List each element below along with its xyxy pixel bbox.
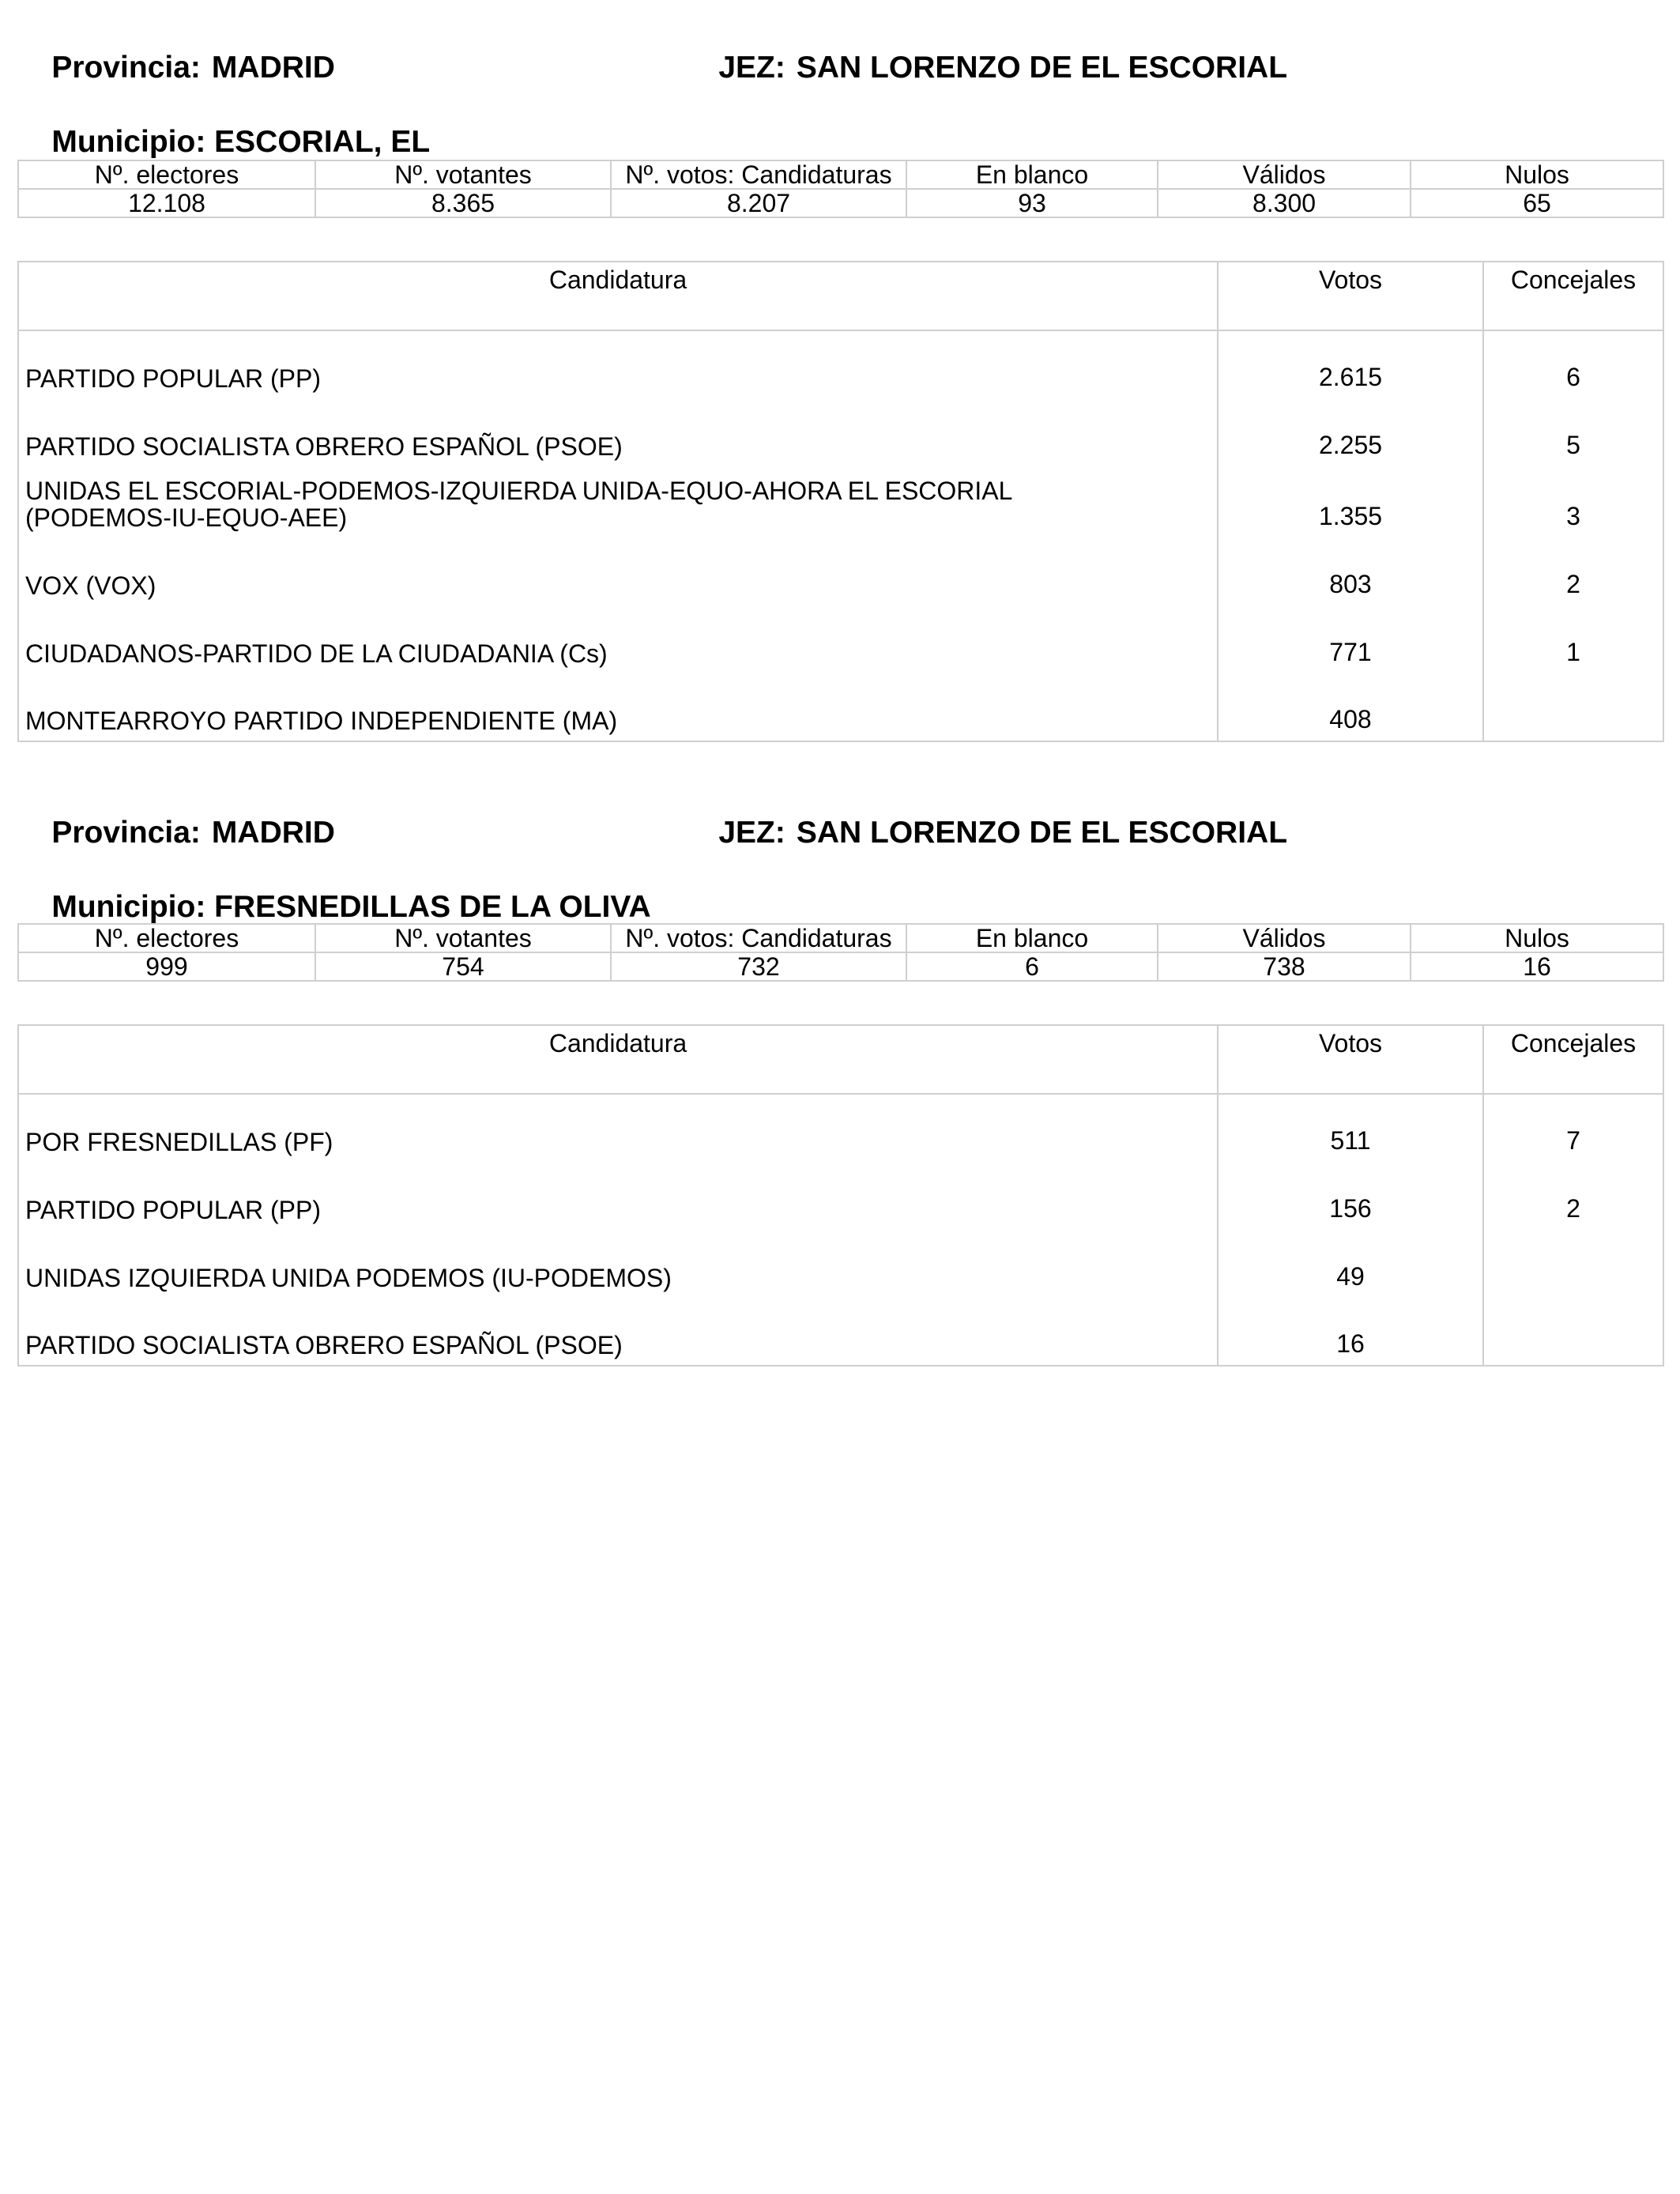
table-row xyxy=(18,1230,1663,1298)
summary-table xyxy=(17,160,1664,218)
party-votes: 2.255 xyxy=(1218,398,1483,466)
results-header-candidatura: Candidatura xyxy=(18,262,1218,330)
summary-value-row xyxy=(18,189,1663,217)
table-row xyxy=(18,466,1663,537)
municipio-value: FRESNEDILLAS DE LA OLIVA xyxy=(214,890,651,924)
summary-value: 754 xyxy=(315,952,611,981)
provincia-label: Provincia: xyxy=(51,816,201,850)
party-votes: 156 xyxy=(1218,1162,1483,1230)
party-seats: 1 xyxy=(1483,605,1663,673)
municipio-label: Municipio: xyxy=(51,125,206,159)
party-seats: 6 xyxy=(1483,330,1663,398)
table-row xyxy=(18,398,1663,466)
summary-value: 8.207 xyxy=(611,189,906,217)
table-row xyxy=(18,673,1663,741)
table-row xyxy=(18,1094,1663,1162)
provincia-label: Provincia: xyxy=(51,51,201,85)
provincia-value: MADRID xyxy=(211,816,335,850)
summary-value: 8.300 xyxy=(1158,189,1411,217)
party-votes: 803 xyxy=(1218,537,1483,605)
summary-header: Nulos xyxy=(1411,160,1663,189)
party-seats: 7 xyxy=(1483,1094,1663,1162)
party-name: PARTIDO SOCIALISTA OBRERO ESPAÑOL (PSOE) xyxy=(25,432,623,461)
party-name: CIUDADANOS-PARTIDO DE LA CIUDADANIA (Cs) xyxy=(25,639,608,668)
party-name: VOX (VOX) xyxy=(25,571,156,600)
jez-value: SAN LORENZO DE EL ESCORIAL xyxy=(796,816,1288,850)
results-header-concejales: Concejales xyxy=(1483,262,1663,330)
summary-value: 999 xyxy=(18,952,315,981)
party-name: MONTEARROYO PARTIDO INDEPENDIENTE (MA) xyxy=(25,707,618,735)
party-seats: 2 xyxy=(1483,537,1663,605)
summary-value: 16 xyxy=(1411,952,1663,981)
summary-value: 6 xyxy=(906,952,1158,981)
summary-header-row xyxy=(18,924,1663,952)
summary-table xyxy=(17,923,1664,982)
party-seats: 3 xyxy=(1483,466,1663,537)
summary-value: 12.108 xyxy=(18,189,315,217)
party-seats xyxy=(1483,1230,1663,1298)
results-header-votos: Votos xyxy=(1218,262,1483,330)
results-table xyxy=(17,261,1664,742)
summary-header: Nº. votos: Candidaturas xyxy=(611,160,906,189)
summary-value: 732 xyxy=(611,952,906,981)
party-seats: 5 xyxy=(1483,398,1663,466)
municipio-label: Municipio: xyxy=(51,890,206,924)
summary-header: Nº. votos: Candidaturas xyxy=(611,924,906,952)
summary-header: En blanco xyxy=(906,924,1158,952)
party-name: UNIDAS IZQUIERDA UNIDA PODEMOS (IU-PODEMOS) xyxy=(25,1264,672,1292)
summary-value-row xyxy=(18,952,1663,981)
party-votes: 511 xyxy=(1218,1094,1483,1162)
summary-header: Nº. votantes xyxy=(315,924,611,952)
summary-header: En blanco xyxy=(906,160,1158,189)
results-table xyxy=(17,1024,1664,1367)
jez-header xyxy=(684,16,1287,120)
party-seats xyxy=(1483,1298,1663,1366)
results-header-concejales: Concejales xyxy=(1483,1025,1663,1094)
results-header-votos: Votos xyxy=(1218,1025,1483,1094)
table-row xyxy=(18,1162,1663,1230)
party-name: PARTIDO SOCIALISTA OBRERO ESPAÑOL (PSOE) xyxy=(25,1331,623,1359)
party-name: UNIDAS EL ESCORIAL-PODEMOS-IZQUIERDA UNIDA-EQUO-AHORA EL ESCORIAL (PODEMOS-IU-EQUO-AEE) xyxy=(25,477,1013,532)
table-row xyxy=(18,537,1663,605)
municipio-value: ESCORIAL, EL xyxy=(214,125,431,159)
jez-header xyxy=(684,781,1287,885)
summary-header: Válidos xyxy=(1158,924,1411,952)
party-votes: 49 xyxy=(1218,1230,1483,1298)
results-header-row xyxy=(18,1025,1663,1094)
table-row xyxy=(18,330,1663,398)
party-name: PARTIDO POPULAR (PP) xyxy=(25,364,321,393)
table-row xyxy=(18,1298,1663,1366)
summary-value: 65 xyxy=(1411,189,1663,217)
party-votes: 408 xyxy=(1218,673,1483,741)
summary-header-row xyxy=(18,160,1663,189)
summary-value: 738 xyxy=(1158,952,1411,981)
summary-value: 8.365 xyxy=(315,189,611,217)
summary-header: Nº. electores xyxy=(18,160,315,189)
party-votes: 16 xyxy=(1218,1298,1483,1366)
party-seats xyxy=(1483,673,1663,741)
jez-label: JEZ: xyxy=(718,51,785,85)
results-header-row xyxy=(18,262,1663,330)
party-name: PARTIDO POPULAR (PP) xyxy=(25,1196,321,1224)
party-name: POR FRESNEDILLAS (PF) xyxy=(25,1128,333,1156)
jez-value: SAN LORENZO DE EL ESCORIAL xyxy=(796,51,1288,85)
party-votes: 771 xyxy=(1218,605,1483,673)
summary-header: Nº. electores xyxy=(18,924,315,952)
summary-header: Nulos xyxy=(1411,924,1663,952)
party-votes: 1.355 xyxy=(1218,466,1483,537)
results-header-candidatura: Candidatura xyxy=(18,1025,1218,1094)
summary-value: 93 xyxy=(906,189,1158,217)
summary-header: Válidos xyxy=(1158,160,1411,189)
table-row xyxy=(18,605,1663,673)
party-seats: 2 xyxy=(1483,1162,1663,1230)
summary-header: Nº. votantes xyxy=(315,160,611,189)
provincia-value: MADRID xyxy=(211,51,335,85)
party-votes: 2.615 xyxy=(1218,330,1483,398)
jez-label: JEZ: xyxy=(718,816,785,850)
